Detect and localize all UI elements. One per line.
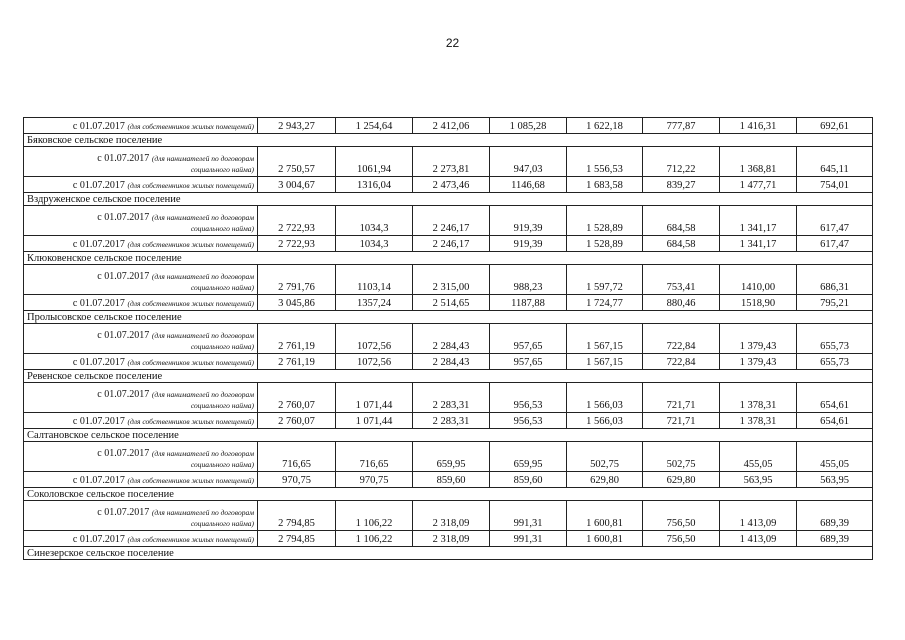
- value-cell: 684,58: [643, 206, 720, 236]
- row-label-date: с 01.07.2017: [72, 239, 125, 250]
- section-row: [24, 429, 873, 442]
- row-label: [24, 324, 258, 354]
- row-label: [24, 413, 258, 429]
- section-row: [24, 547, 873, 560]
- value-cell: 839,27: [643, 177, 720, 193]
- row-label-note-line2: социального найма): [190, 401, 254, 410]
- row-label-note: (для собственников жилых помещений): [127, 181, 254, 190]
- value-cell: 919,39: [490, 206, 567, 236]
- row-label-note: (для собственников жилых помещений): [127, 535, 254, 544]
- row-label-date: с 01.07.2017: [97, 212, 150, 223]
- row-label: [24, 118, 258, 134]
- value-cell: 1316,04: [336, 177, 413, 193]
- value-cell: 956,53: [490, 413, 567, 429]
- section-row: [24, 134, 873, 147]
- value-cell: 2 473,46: [413, 177, 490, 193]
- value-cell: 956,53: [490, 383, 567, 413]
- value-cell: 1 368,81: [720, 147, 797, 177]
- value-cell: 716,65: [336, 442, 413, 472]
- value-cell: 1103,14: [336, 265, 413, 295]
- value-cell: 3 045,86: [258, 295, 336, 311]
- row-label-note: (для собственников жилых помещений): [127, 240, 254, 249]
- value-cell: 1 724,77: [567, 295, 643, 311]
- value-cell: 2 722,93: [258, 206, 336, 236]
- value-cell: 991,31: [490, 531, 567, 547]
- value-cell: 1 477,71: [720, 177, 797, 193]
- row-label-date: с 01.07.2017: [72, 180, 125, 191]
- value-cell: 947,03: [490, 147, 567, 177]
- value-cell: 919,39: [490, 236, 567, 252]
- value-cell: 721,71: [643, 383, 720, 413]
- value-cell: 655,73: [797, 354, 873, 370]
- value-cell: 970,75: [336, 472, 413, 488]
- value-cell: 629,80: [567, 472, 643, 488]
- row-label-date: с 01.07.2017: [97, 271, 150, 282]
- row-label: [24, 472, 258, 488]
- value-cell: 689,39: [797, 531, 873, 547]
- row-label: [24, 265, 258, 295]
- table-row: [24, 147, 873, 177]
- value-cell: 2 284,43: [413, 354, 490, 370]
- value-cell: 1518,90: [720, 295, 797, 311]
- row-label: [24, 236, 258, 252]
- value-cell: 970,75: [258, 472, 336, 488]
- row-label-note: (для собственников жилых помещений): [127, 417, 254, 426]
- value-cell: 1 622,18: [567, 118, 643, 134]
- section-title: Пролысовское сельское поселение: [24, 311, 873, 324]
- value-cell: 1 600,81: [567, 531, 643, 547]
- page-number: 22: [445, 36, 460, 50]
- value-cell: 1 567,15: [567, 354, 643, 370]
- value-cell: 722,84: [643, 324, 720, 354]
- value-cell: 1 379,43: [720, 324, 797, 354]
- value-cell: 1 378,31: [720, 383, 797, 413]
- value-cell: 756,50: [643, 531, 720, 547]
- value-cell: 1 378,31: [720, 413, 797, 429]
- value-cell: 684,58: [643, 236, 720, 252]
- row-label-note: (для нанимателей по договорам: [151, 508, 254, 517]
- value-cell: 692,61: [797, 118, 873, 134]
- value-cell: 659,95: [490, 442, 567, 472]
- value-cell: 1034,3: [336, 206, 413, 236]
- value-cell: 859,60: [413, 472, 490, 488]
- row-label-date: с 01.07.2017: [97, 507, 150, 518]
- section-row: [24, 252, 873, 265]
- table-row: [24, 501, 873, 531]
- table-row: [24, 177, 873, 193]
- row-label-note-line2: социального найма): [190, 460, 254, 469]
- value-cell: 1 528,89: [567, 236, 643, 252]
- section-row: [24, 370, 873, 383]
- section-row: [24, 311, 873, 324]
- section-title: Бяковское сельское поселение: [24, 134, 873, 147]
- value-cell: 1 106,22: [336, 531, 413, 547]
- table-row: [24, 206, 873, 236]
- value-cell: 1 597,72: [567, 265, 643, 295]
- section-title: Ревенское сельское поселение: [24, 370, 873, 383]
- row-label-note-line2: социального найма): [190, 224, 254, 233]
- value-cell: 2 760,07: [258, 383, 336, 413]
- value-cell: 957,65: [490, 354, 567, 370]
- value-cell: 617,47: [797, 206, 873, 236]
- row-label-date: с 01.07.2017: [97, 330, 150, 341]
- value-cell: 1 683,58: [567, 177, 643, 193]
- row-label-date: с 01.07.2017: [97, 153, 150, 164]
- value-cell: 2 273,81: [413, 147, 490, 177]
- table-row: [24, 383, 873, 413]
- value-cell: 1 566,03: [567, 383, 643, 413]
- value-cell: 1 106,22: [336, 501, 413, 531]
- row-label-date: с 01.07.2017: [72, 416, 125, 427]
- value-cell: 645,11: [797, 147, 873, 177]
- value-cell: 1034,3: [336, 236, 413, 252]
- table-row: [24, 354, 873, 370]
- value-cell: 455,05: [720, 442, 797, 472]
- value-cell: 2 412,06: [413, 118, 490, 134]
- value-cell: 1 071,44: [336, 383, 413, 413]
- value-cell: 2 284,43: [413, 324, 490, 354]
- value-cell: 1 254,64: [336, 118, 413, 134]
- value-cell: 502,75: [567, 442, 643, 472]
- value-cell: 2 283,31: [413, 383, 490, 413]
- table-row: [24, 531, 873, 547]
- row-label-date: с 01.07.2017: [72, 298, 125, 309]
- value-cell: 1 071,44: [336, 413, 413, 429]
- row-label-date: с 01.07.2017: [72, 475, 125, 486]
- value-cell: 2 791,76: [258, 265, 336, 295]
- row-label-note-line2: социального найма): [190, 519, 254, 528]
- value-cell: 2 283,31: [413, 413, 490, 429]
- value-cell: 2 315,00: [413, 265, 490, 295]
- value-cell: 712,22: [643, 147, 720, 177]
- value-cell: 1146,68: [490, 177, 567, 193]
- value-cell: 563,95: [797, 472, 873, 488]
- value-cell: 654,61: [797, 413, 873, 429]
- table-row: [24, 442, 873, 472]
- value-cell: 659,95: [413, 442, 490, 472]
- row-label: [24, 531, 258, 547]
- row-label-date: с 01.07.2017: [72, 121, 125, 132]
- row-label-date: с 01.07.2017: [72, 357, 125, 368]
- row-label-date: с 01.07.2017: [72, 534, 125, 545]
- row-label-note-line2: социального найма): [190, 342, 254, 351]
- value-cell: 1 341,17: [720, 206, 797, 236]
- value-cell: 629,80: [643, 472, 720, 488]
- value-cell: 617,47: [797, 236, 873, 252]
- row-label-note: (для нанимателей по договорам: [151, 272, 254, 281]
- row-label-note: (для нанимателей по договорам: [151, 449, 254, 458]
- value-cell: 988,23: [490, 265, 567, 295]
- row-label: [24, 295, 258, 311]
- value-cell: 1 556,53: [567, 147, 643, 177]
- value-cell: 2 514,65: [413, 295, 490, 311]
- value-cell: 1 341,17: [720, 236, 797, 252]
- value-cell: 654,61: [797, 383, 873, 413]
- value-cell: 957,65: [490, 324, 567, 354]
- value-cell: 754,01: [797, 177, 873, 193]
- value-cell: 753,41: [643, 265, 720, 295]
- row-label-note: (для нанимателей по договорам: [151, 213, 254, 222]
- value-cell: 795,21: [797, 295, 873, 311]
- row-label: [24, 354, 258, 370]
- value-cell: 2 794,85: [258, 531, 336, 547]
- section-title: Клюковенское сельское поселение: [24, 252, 873, 265]
- section-title: Салтановское сельское поселение: [24, 429, 873, 442]
- row-label-note-line2: социального найма): [190, 165, 254, 174]
- value-cell: 756,50: [643, 501, 720, 531]
- value-cell: 1410,00: [720, 265, 797, 295]
- value-cell: 2 794,85: [258, 501, 336, 531]
- row-label-date: с 01.07.2017: [97, 389, 150, 400]
- row-label-note: (для собственников жилых помещений): [127, 299, 254, 308]
- value-cell: 2 318,09: [413, 501, 490, 531]
- value-cell: 2 761,19: [258, 324, 336, 354]
- value-cell: 859,60: [490, 472, 567, 488]
- value-cell: 991,31: [490, 501, 567, 531]
- value-cell: 2 246,17: [413, 236, 490, 252]
- section-row: [24, 488, 873, 501]
- table-row: [24, 472, 873, 488]
- value-cell: 2 318,09: [413, 531, 490, 547]
- row-label-note: (для собственников жилых помещений): [127, 358, 254, 367]
- table-row: [24, 324, 873, 354]
- value-cell: 2 722,93: [258, 236, 336, 252]
- value-cell: 455,05: [797, 442, 873, 472]
- value-cell: 2 943,27: [258, 118, 336, 134]
- tariff-table: [23, 117, 873, 560]
- table-row: [24, 413, 873, 429]
- value-cell: 2 761,19: [258, 354, 336, 370]
- section-title: Соколовское сельское поселение: [24, 488, 873, 501]
- row-label: [24, 383, 258, 413]
- value-cell: 1 600,81: [567, 501, 643, 531]
- value-cell: 777,87: [643, 118, 720, 134]
- value-cell: 1072,56: [336, 324, 413, 354]
- value-cell: 655,73: [797, 324, 873, 354]
- value-cell: 1357,24: [336, 295, 413, 311]
- value-cell: 1 416,31: [720, 118, 797, 134]
- value-cell: 563,95: [720, 472, 797, 488]
- value-cell: 1 413,09: [720, 501, 797, 531]
- row-label: [24, 206, 258, 236]
- value-cell: 1061,94: [336, 147, 413, 177]
- value-cell: 721,71: [643, 413, 720, 429]
- row-label-date: с 01.07.2017: [97, 448, 150, 459]
- value-cell: 1187,88: [490, 295, 567, 311]
- section-title: Вздруженское сельское поселение: [24, 193, 873, 206]
- value-cell: 1 413,09: [720, 531, 797, 547]
- row-label: [24, 501, 258, 531]
- section-row: [24, 193, 873, 206]
- value-cell: 1 379,43: [720, 354, 797, 370]
- value-cell: 1 528,89: [567, 206, 643, 236]
- table-row: [24, 295, 873, 311]
- row-label: [24, 147, 258, 177]
- value-cell: 689,39: [797, 501, 873, 531]
- section-title: Синезерское сельское поселение: [24, 547, 873, 560]
- value-cell: 2 750,57: [258, 147, 336, 177]
- row-label-note: (для нанимателей по договорам: [151, 154, 254, 163]
- value-cell: 502,75: [643, 442, 720, 472]
- table-row: [24, 265, 873, 295]
- value-cell: 1072,56: [336, 354, 413, 370]
- value-cell: 2 246,17: [413, 206, 490, 236]
- table-row: [24, 118, 873, 134]
- value-cell: 722,84: [643, 354, 720, 370]
- value-cell: 1 085,28: [490, 118, 567, 134]
- row-label-note: (для нанимателей по договорам: [151, 331, 254, 340]
- value-cell: 880,46: [643, 295, 720, 311]
- row-label-note: (для собственников жилых помещений): [127, 122, 254, 131]
- value-cell: 1 566,03: [567, 413, 643, 429]
- row-label-note-line2: социального найма): [190, 283, 254, 292]
- value-cell: 716,65: [258, 442, 336, 472]
- table-row: [24, 236, 873, 252]
- row-label-note: (для собственников жилых помещений): [127, 476, 254, 485]
- value-cell: 2 760,07: [258, 413, 336, 429]
- value-cell: 1 567,15: [567, 324, 643, 354]
- value-cell: 686,31: [797, 265, 873, 295]
- row-label: [24, 177, 258, 193]
- row-label: [24, 442, 258, 472]
- value-cell: 3 004,67: [258, 177, 336, 193]
- row-label-note: (для нанимателей по договорам: [151, 390, 254, 399]
